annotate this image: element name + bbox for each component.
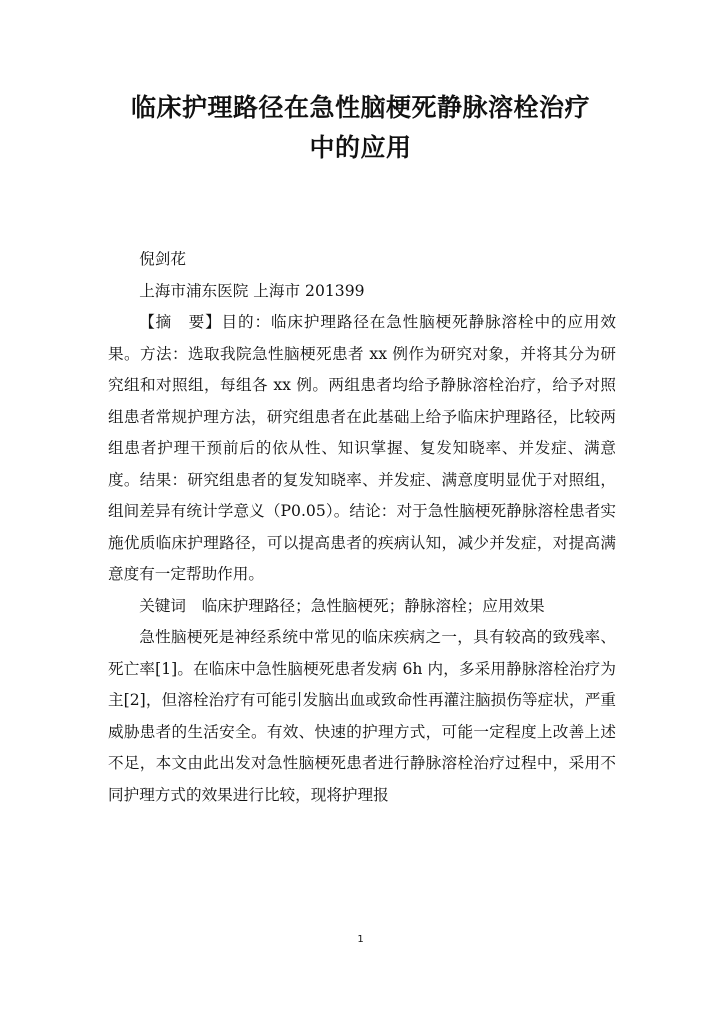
title-line-1: 临床护理路径在急性脑梗死静脉溶栓治疗	[130, 93, 590, 122]
introduction-paragraph: 急性脑梗死是神经系统中常见的临床疾病之一，具有较高的致残率、死亡率[1]。在临床中急性脑梗死患者发病 6h 内，多采用静脉溶栓治疗为主[2]，但溶栓治疗有可能引发脑出血或致命性再灌注脑损伤等症状，严重威胁患者的生活安全。有效、快速的护理方式，可能一定程度上改善上述不足，本文由此出发对急性脑梗死患者进行静脉溶栓治疗过程中，采用不同护理方式的效果进行比较，现将护理报	[108, 628, 616, 804]
keywords-text: 临床护理路径；急性脑梗死；静脉溶栓；应用效果	[201, 596, 545, 615]
document-title	[90, 88, 631, 168]
title-line-2: 中的应用	[309, 133, 412, 162]
page-number: 1	[357, 934, 364, 945]
author-name: 倪剑花	[139, 250, 186, 268]
keywords-label: 关键词	[139, 596, 186, 615]
author-affiliation: 上海市浦东医院 上海市 201399	[139, 281, 365, 300]
keywords-paragraph	[108, 591, 616, 623]
document-body	[108, 244, 616, 811]
abstract-paragraph: 【摘 要】目的：临床护理路径在急性脑梗死静脉溶栓中的应用效果。方法：选取我院急性脑梗死患者 xx 例作为研究对象，并将其分为研究组和对照组，每组各 xx 例。两组患者均给予静脉溶栓治疗，给予对照组患者常规护理方法，研究组患者在此基础上给予临床护理路径，比较两组患者护理干预前后的依从性、知识掌握、复发知晓率、并发症、满意度。结果：研究组患者的复发知晓率、并发症、满意度明显优于对照组，组间差异有统计学意义（P0.05）。结论：对于急性脑梗死静脉溶栓患者实施优质临床护理路径，可以提高患者的疾病认知，减少并发症，对提高满意度有一定帮助作用。	[108, 313, 616, 583]
